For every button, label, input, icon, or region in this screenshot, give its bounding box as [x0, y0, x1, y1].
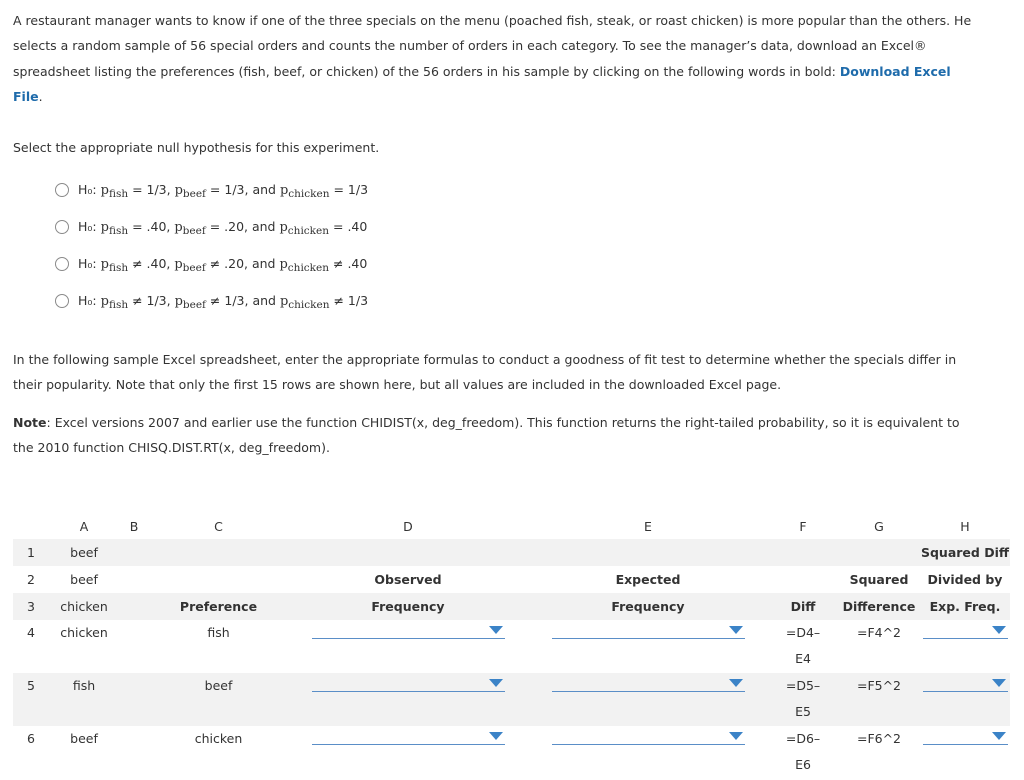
cell-b2	[119, 566, 149, 593]
cell-c6: chicken	[194, 731, 243, 746]
cell-g3: Difference	[838, 593, 920, 620]
option-4-label[interactable]: H₀: $p_{fish} \ne 1/3$, $p_{beef} \ne 1/3$, and $p_{chicken} \ne 1/3$	[78, 293, 369, 311]
option-1[interactable]	[55, 179, 368, 216]
column-header-f: F	[799, 518, 807, 534]
table-row	[13, 593, 1010, 620]
option-2-label[interactable]: H₀: $p_{fish} = .40$, $p_{beef} = .20$, and $p_{chicken} = .40$	[78, 219, 368, 237]
row-number: 5	[13, 673, 49, 726]
cell-h5	[920, 673, 1010, 726]
problem-intro: A restaurant manager wants to know if one of the three specials on the menu (poached fish, steak, or roast chicken) is more popular than the others. He selects a random sample of 56 special orders and counts the number of orders in each category. To see the manager’s data, download an Excel® spreadsheet listing the preferences (fish, beef, or chicken) of the 56 orders in his sample by clicking on the following words in bold: Download Excel File.	[13, 13, 972, 104]
cell-b1	[119, 539, 149, 566]
cell-c4: fish	[207, 625, 230, 640]
table-row	[13, 673, 1010, 726]
cell-d4	[288, 620, 528, 673]
cell-f6: =D6– E6	[785, 731, 821, 772]
cell-b3	[119, 593, 149, 620]
cell-d3: Frequency	[288, 593, 528, 620]
cell-f5: =D5– E5	[768, 673, 838, 726]
cell-d6	[288, 726, 528, 779]
cell-a5: fish	[49, 673, 119, 726]
expected-frequency-dropdown-e6[interactable]	[552, 726, 745, 745]
cell-b6	[119, 726, 149, 779]
cell-f3: Diff	[768, 593, 838, 620]
chevron-down-icon	[729, 732, 743, 740]
cell-a3: chicken	[49, 593, 119, 620]
cell-g6: =F6^2	[856, 731, 902, 746]
spreadsheet	[13, 513, 1010, 779]
chevron-down-icon	[992, 732, 1006, 740]
option-3[interactable]	[55, 253, 368, 290]
cell-a6: beef	[70, 731, 98, 746]
cell-c3: Preference	[149, 593, 288, 620]
chevron-down-icon	[992, 626, 1006, 634]
column-header-c: C	[214, 518, 223, 534]
cell-c2	[149, 566, 288, 593]
option-1-radio[interactable]	[55, 183, 69, 197]
download-excel-link[interactable]: Download Excel File	[13, 63, 951, 104]
option-4-radio[interactable]	[55, 294, 69, 308]
cell-g1	[838, 539, 920, 566]
table-row	[13, 620, 1010, 673]
cell-e2: Expected	[615, 572, 681, 587]
column-header-row	[13, 513, 1010, 539]
excel-note: Note: Excel versions 2007 and earlier use the function CHIDIST(x, deg_freedom). This function returns the right-tailed probability, so it is equivalent to the 2010 function CHISQ.DIST.RT(x, deg_freedom).	[13, 415, 960, 456]
cell-d5	[288, 673, 528, 726]
chevron-down-icon	[489, 626, 503, 634]
cell-b5	[119, 673, 149, 726]
corner-cell	[13, 513, 49, 539]
expected-frequency-dropdown-e4[interactable]	[552, 620, 745, 639]
cell-b4	[119, 620, 149, 673]
option-2-radio[interactable]	[55, 220, 69, 234]
squared-diff-dropdown-h4[interactable]	[923, 620, 1008, 639]
cell-h2: Divided by	[927, 572, 1003, 587]
observed-frequency-dropdown-d4[interactable]	[312, 620, 505, 639]
column-header-h: H	[960, 518, 970, 534]
table-row	[13, 566, 1010, 593]
cell-f2	[768, 566, 838, 593]
cell-c1	[149, 539, 288, 566]
chevron-down-icon	[489, 679, 503, 687]
chevron-down-icon	[729, 679, 743, 687]
option-1-label[interactable]: H₀: $p_{fish} = 1/3$, $p_{beef} = 1/3$, and $p_{chicken} = 1/3$	[78, 182, 369, 200]
question-prompt: Select the appropriate null hypothesis for this experiment.	[13, 140, 380, 155]
row-number: 1	[13, 539, 49, 566]
cell-e3: Frequency	[528, 593, 768, 620]
row-number: 4	[27, 625, 35, 640]
chevron-down-icon	[729, 626, 743, 634]
cell-c5: beef	[149, 673, 288, 726]
cell-e6	[528, 726, 768, 779]
column-header-a: A	[79, 518, 89, 534]
cell-g2: Squared	[849, 572, 909, 587]
cell-e1	[528, 539, 768, 566]
column-header-d: D	[403, 518, 413, 534]
column-header-g: G	[874, 518, 884, 534]
cell-h4	[920, 620, 1010, 673]
chevron-down-icon	[489, 732, 503, 740]
row-number: 3	[13, 593, 49, 620]
chevron-down-icon	[992, 679, 1006, 687]
expected-frequency-dropdown-e5[interactable]	[552, 673, 745, 692]
instructions: In the following sample Excel spreadsheet, enter the appropriate formulas to conduct a goodness of fit test to determine whether the specials differ in their popularity. Note that only the first 15 rows are shown here, but all values are included in the downloaded Excel page.	[13, 352, 957, 393]
row-number: 2	[27, 572, 35, 587]
cell-a1: beef	[49, 539, 119, 566]
cell-h1: Squared Diff	[920, 539, 1010, 566]
column-header-b: B	[129, 518, 139, 534]
table-row	[13, 726, 1010, 779]
observed-frequency-dropdown-d6[interactable]	[312, 726, 505, 745]
option-2[interactable]	[55, 216, 368, 253]
option-3-label[interactable]: H₀: $p_{fish} \ne .40$, $p_{beef} \ne .20$, and $p_{chicken} \ne .40$	[78, 256, 368, 274]
table-row	[13, 539, 1010, 566]
null-hypothesis-options	[55, 179, 368, 327]
row-number: 6	[27, 731, 35, 746]
option-4[interactable]	[55, 290, 368, 327]
squared-diff-dropdown-h5[interactable]	[923, 673, 1008, 692]
observed-frequency-dropdown-d5[interactable]	[312, 673, 505, 692]
cell-g4: =F4^2	[856, 625, 902, 640]
cell-h3: Exp. Freq.	[920, 593, 1010, 620]
cell-e4	[528, 620, 768, 673]
column-header-e: E	[644, 518, 652, 534]
cell-f1	[768, 539, 838, 566]
option-3-radio[interactable]	[55, 257, 69, 271]
cell-g5: =F5^2	[838, 673, 920, 726]
cell-d1	[288, 539, 528, 566]
cell-a2: beef	[70, 572, 98, 587]
cell-h6	[920, 726, 1010, 779]
cell-a4: chicken	[60, 625, 108, 640]
cell-f4: =D4– E4	[785, 625, 821, 666]
squared-diff-dropdown-h6[interactable]	[923, 726, 1008, 745]
cell-e5	[528, 673, 768, 726]
cell-d2: Observed	[374, 572, 442, 587]
